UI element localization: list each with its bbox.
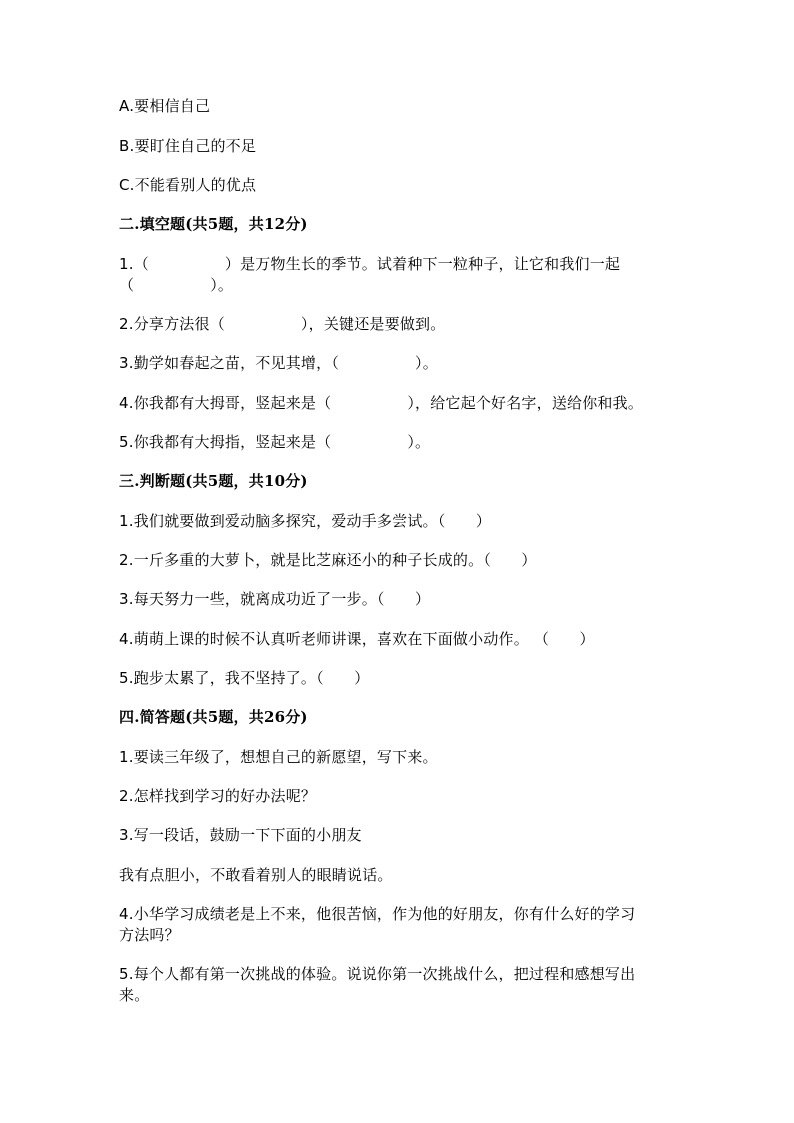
- fill-blank-question-2: 2.分享方法很（ ），关键还是要做到。: [119, 315, 446, 333]
- fill-blank-question-1-line-1: 1.（ ）是万物生长的季节。试着种下一粒种子，让它和我们一起: [119, 255, 621, 273]
- short-answer-question-5-line-1: 5.每个人都有第一次挑战的体验。说说你第一次挑战什么，把过程和感想写出: [119, 965, 636, 983]
- option-c: C.不能看别人的优点: [119, 176, 257, 194]
- short-answer-question-3-quote: 我有点胆小，不敢看着别人的眼睛说话。: [119, 866, 393, 884]
- option-a: A.要相信自己: [119, 97, 211, 115]
- short-answer-question-4-line-1: 4.小华学习成绩老是上不来，他很苦恼，作为他的好朋友，你有什么好的学习: [119, 905, 636, 923]
- short-answer-question-3: 3.写一段话，鼓励一下下面的小朋友: [119, 826, 362, 844]
- fill-blank-question-1-line-2: （ ）。: [119, 276, 234, 294]
- section-heading-true-false: 三.判断题(共5题，共10分): [119, 472, 308, 490]
- section-heading-short-answer: 四.简答题(共5题，共26分): [119, 708, 308, 726]
- short-answer-question-4-line-2: 方法吗？: [119, 926, 180, 944]
- short-answer-question-2: 2.怎样找到学习的好办法呢？: [119, 787, 317, 805]
- option-b: B.要盯住自己的不足: [119, 137, 257, 155]
- true-false-question-4: 4.萌萌上课的时候不认真听老师讲课，喜欢在下面做小动作。 （ ）: [119, 630, 595, 648]
- true-false-question-3: 3.每天努力一些，就离成功近了一步。（ ）: [119, 590, 431, 608]
- fill-blank-question-5: 5.你我都有大拇指，竖起来是（ ）。: [119, 433, 431, 451]
- true-false-question-1: 1.我们就要做到爱动脑多探究，爱动手多尝试。（ ）: [119, 512, 492, 530]
- fill-blank-question-3: 3.勤学如春起之苗，不见其增，（ ）。: [119, 354, 438, 372]
- true-false-question-5: 5.跑步太累了，我不坚持了。（ ）: [119, 669, 370, 687]
- true-false-question-2: 2.一斤多重的大萝卜，就是比芝麻还小的种子长成的。（ ）: [119, 551, 537, 569]
- short-answer-question-5-line-2: 来。: [119, 986, 150, 1004]
- section-heading-fill-blank: 二.填空题(共5题，共12分): [119, 215, 308, 233]
- fill-blank-question-4: 4.你我都有大拇哥，竖起来是（ ），给它起个好名字，送给你和我。: [119, 394, 644, 412]
- short-answer-question-1: 1.要读三年级了，想想自己的新愿望，写下来。: [119, 748, 438, 766]
